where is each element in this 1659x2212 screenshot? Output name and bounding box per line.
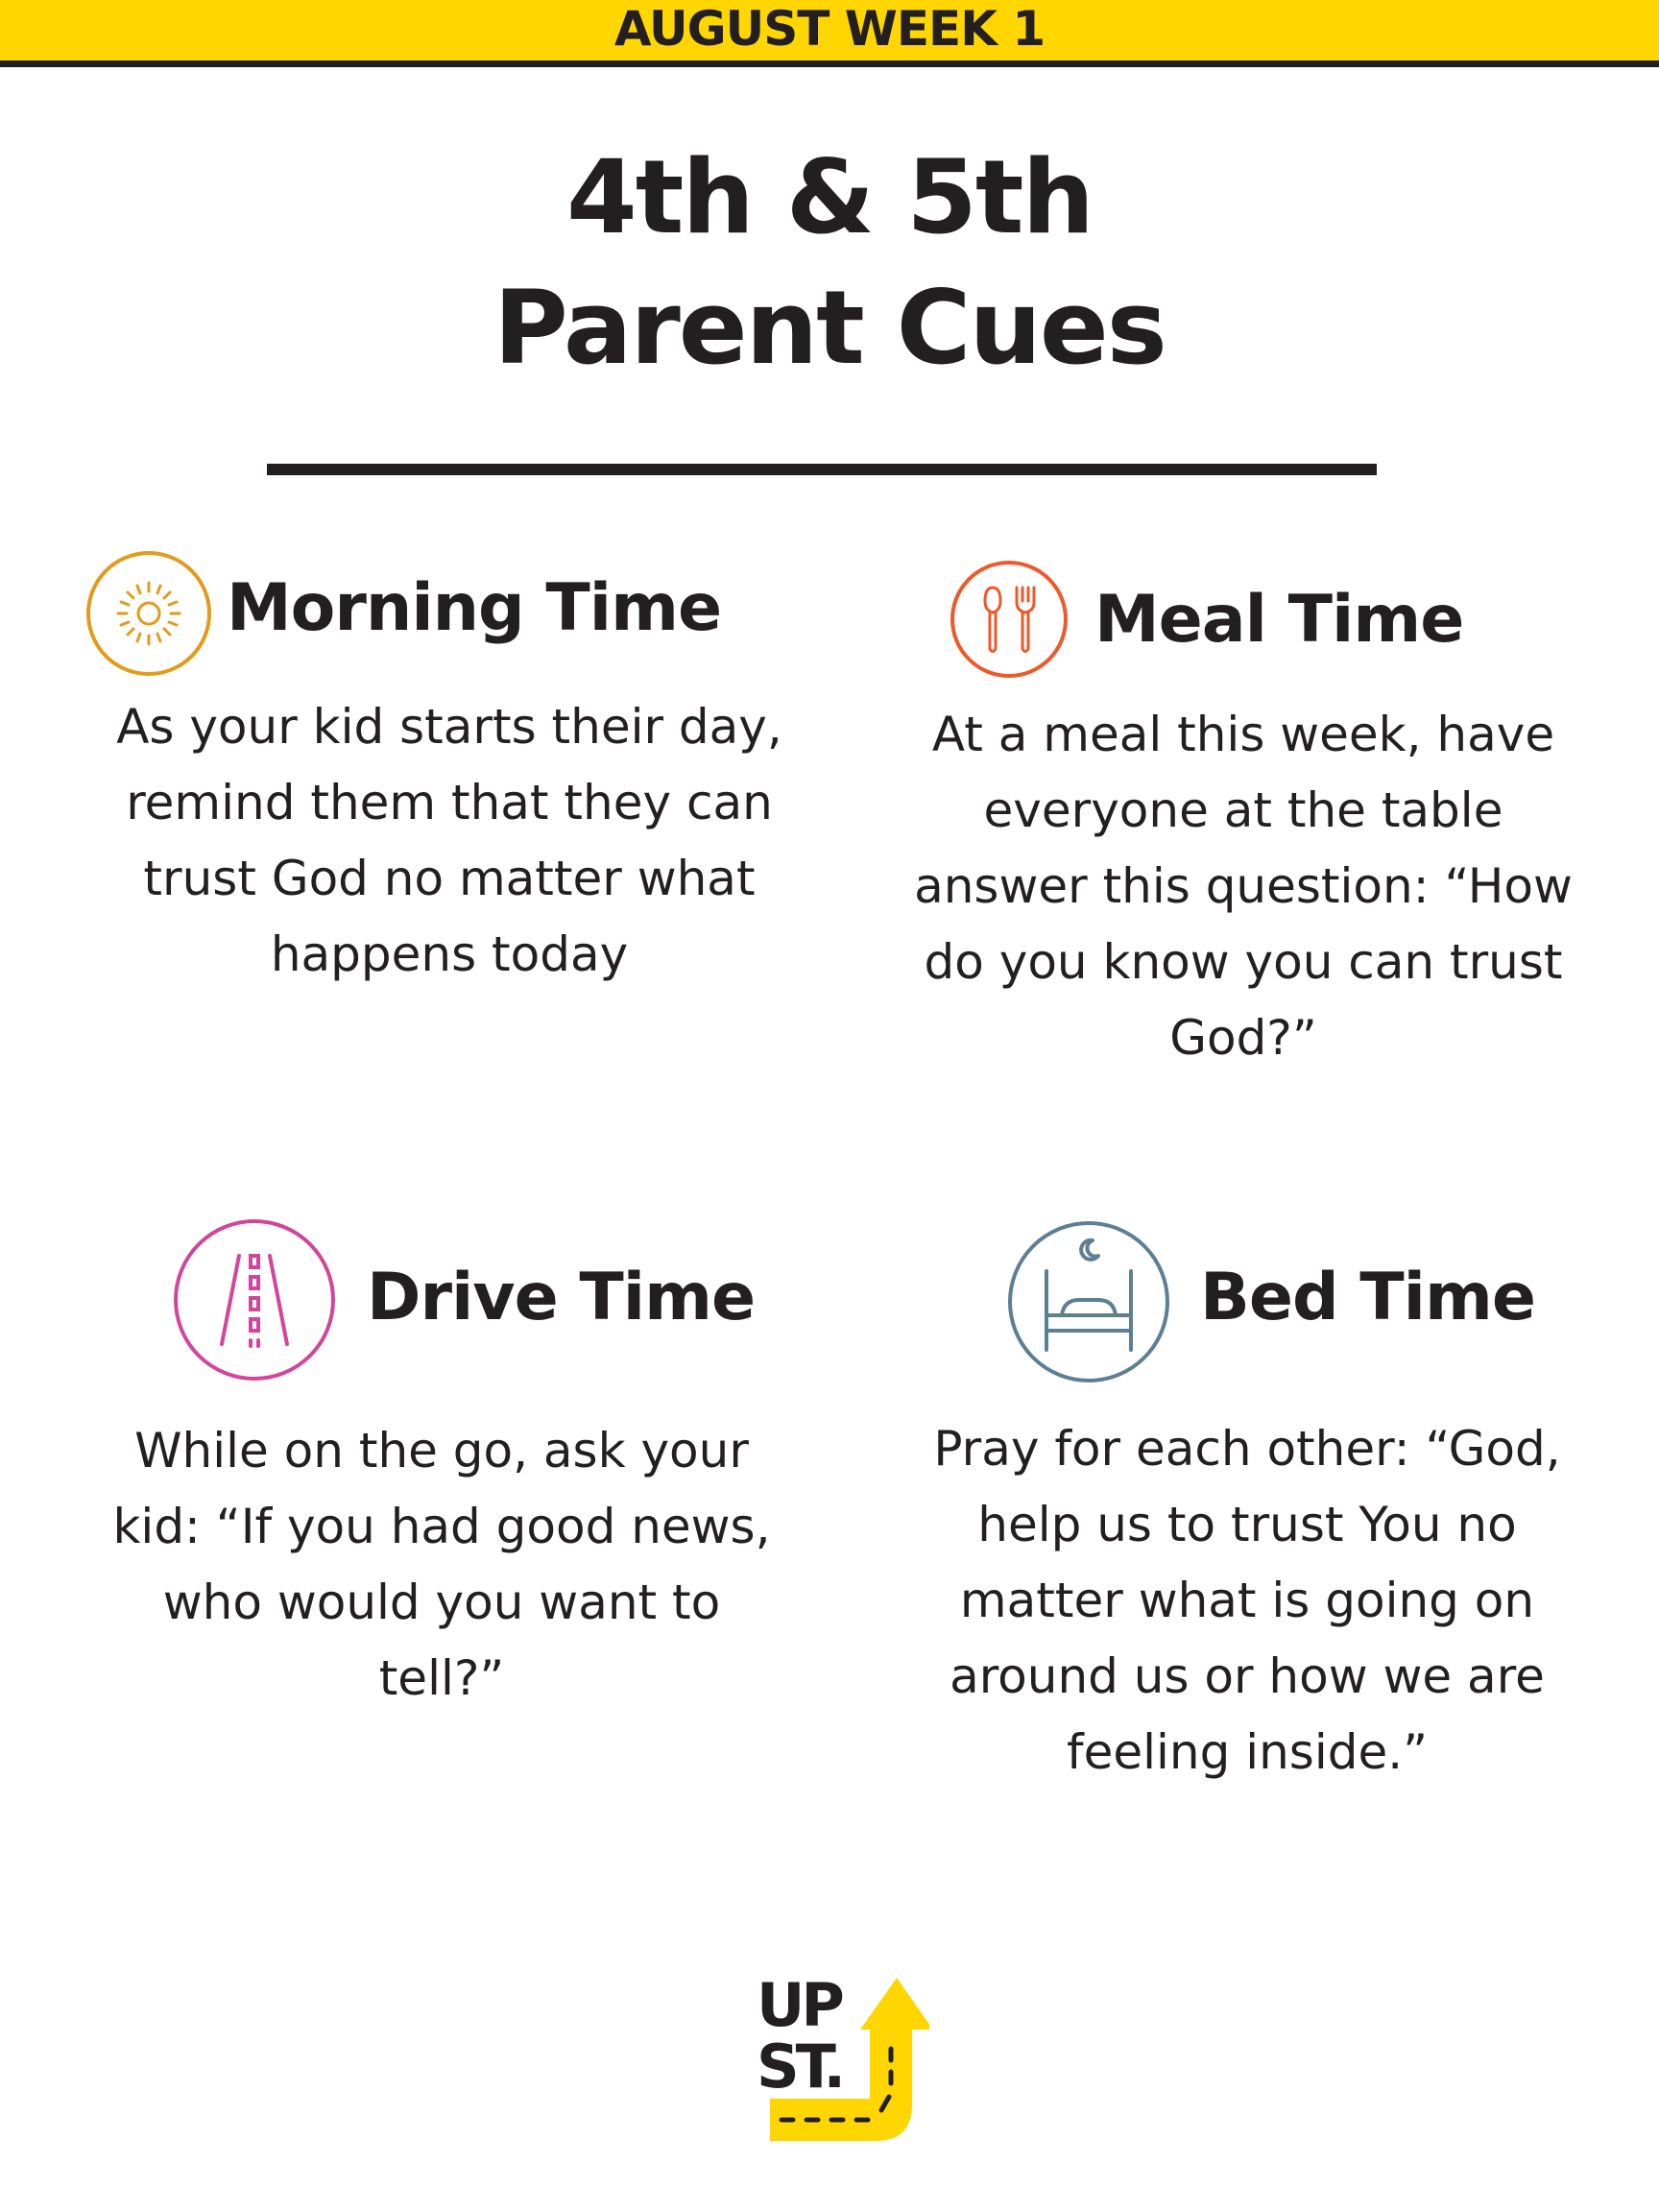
- sun-icon: [84, 549, 213, 678]
- top-banner: [0, 0, 1659, 60]
- title-line-2: Parent Cues: [493, 269, 1166, 387]
- utensils-icon: [949, 559, 1070, 680]
- bed-moon-icon: [1006, 1219, 1171, 1384]
- drive-time-text: While on the go, ask your kid: “If you had good news, who would you want to tell?”: [112, 1423, 771, 1706]
- drive-time-heading: Drive Time: [367, 1260, 756, 1335]
- title-line-1: 4th & 5th: [565, 138, 1094, 256]
- morning-time-text: As your kid starts their day, remind them that they can trust God no matter what happens today: [116, 699, 782, 982]
- bed-time-heading: Bed Time: [1200, 1260, 1535, 1335]
- road-icon: [172, 1217, 337, 1382]
- upstreet-logo: [757, 1970, 929, 2147]
- meal-time-heading: Meal Time: [1094, 582, 1464, 658]
- banner-divider: [0, 60, 1659, 67]
- morning-time-heading: Morning Time: [227, 570, 722, 646]
- page-title: [0, 132, 1659, 394]
- meal-time-text: At a meal this week, have everyone at the table answer this question: “How do you know you can trust God?”: [914, 707, 1573, 1066]
- svg-text:ST.: ST.: [757, 2032, 843, 2102]
- bed-time-text: Pray for each other: “God, help us to trust You no matter what is going on around us or how we are feeling inside.”: [933, 1421, 1561, 1780]
- banner-text: AUGUST WEEK 1: [613, 1, 1046, 57]
- svg-text:UP: UP: [757, 1970, 841, 2040]
- title-divider: [267, 464, 1377, 475]
